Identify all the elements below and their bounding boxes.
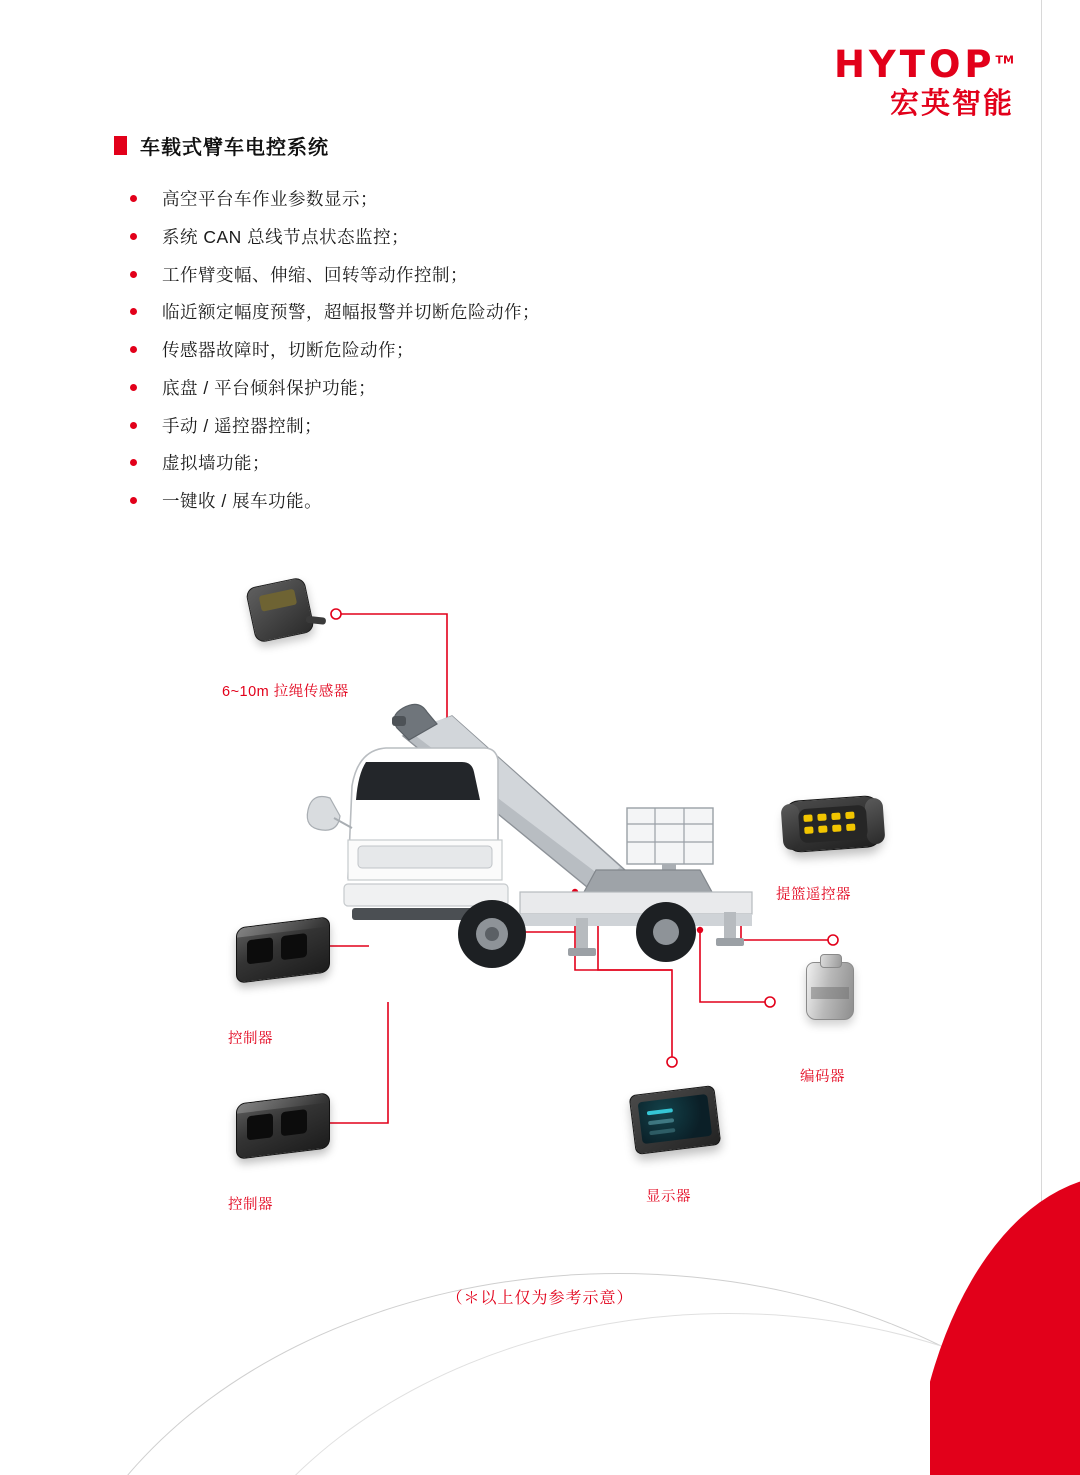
draw-wire-sensor-image (250, 582, 310, 638)
callout-label-wire-sensor: 6~10m 拉绳传感器 (222, 684, 349, 700)
list-item-label: 虚拟墙功能； (162, 453, 270, 474)
list-item (130, 224, 850, 250)
list-item (130, 337, 850, 363)
encoder-image (806, 962, 854, 1020)
controller-image-top (236, 922, 330, 978)
list-item-label: 高空平台车作业参数显示； (162, 189, 378, 209)
feature-list (130, 186, 850, 526)
list-item (130, 450, 850, 476)
callout-leader-lines (0, 540, 1080, 1260)
brand-trademark-mark: TM (995, 53, 1014, 67)
diagram-footnote: （＊以上仅为参考示意） (446, 1290, 634, 1307)
bullet-dot-icon (130, 422, 137, 429)
list-item (130, 186, 850, 212)
display-image (632, 1090, 718, 1150)
list-item-label: 工作臂变幅、伸缩、回转等动作控制； (162, 264, 468, 285)
callout-label-display: 显示器 (646, 1189, 691, 1205)
page-title: 车载式臂车电控系统 (140, 137, 329, 159)
list-item (130, 488, 850, 514)
list-item-label: 一键收 / 展车功能。 (162, 491, 323, 511)
callout-label-remote: 提篮遥控器 (776, 887, 851, 903)
callout-label-controller-top: 控制器 (228, 1031, 273, 1047)
list-item-label: 手动 / 遥控器控制； (162, 415, 323, 436)
bullet-dot-icon (130, 384, 137, 391)
basket-remote-image (784, 798, 882, 850)
list-item-label: 系统 CAN 总线节点状态监控； (162, 226, 410, 247)
bullet-dot-icon (130, 233, 137, 240)
list-item (130, 413, 850, 439)
bullet-dot-icon (130, 195, 137, 202)
bullet-dot-icon (130, 346, 137, 353)
product-diagram (0, 540, 1080, 1260)
bullet-dot-icon (130, 271, 137, 278)
page-corner-swoosh (0, 1245, 1080, 1475)
callout-label-encoder: 编码器 (800, 1069, 845, 1085)
brand-chinese-name: 宏英智能 (889, 88, 1014, 120)
callout-label-controller-bottom: 控制器 (228, 1197, 273, 1213)
section-heading (114, 131, 329, 160)
list-item-label: 临近额定幅度预警，超幅报警并切断危险动作； (162, 302, 540, 323)
brand-logo (833, 43, 1014, 120)
list-item (130, 299, 850, 325)
list-item-label: 传感器故障时，切断危险动作； (162, 340, 414, 360)
bullet-dot-icon (130, 497, 137, 504)
list-item (130, 375, 850, 401)
brand-wordmark (833, 43, 1014, 86)
heading-marker-icon (114, 136, 127, 155)
brand-wordmark-text: HYTOP (833, 43, 996, 86)
list-item (130, 262, 850, 288)
bullet-dot-icon (130, 308, 137, 315)
truck-illustration (307, 704, 752, 968)
controller-image-bottom (236, 1098, 330, 1154)
list-item-label: 底盘 / 平台倾斜保护功能； (162, 377, 377, 398)
bullet-dot-icon (130, 459, 137, 466)
